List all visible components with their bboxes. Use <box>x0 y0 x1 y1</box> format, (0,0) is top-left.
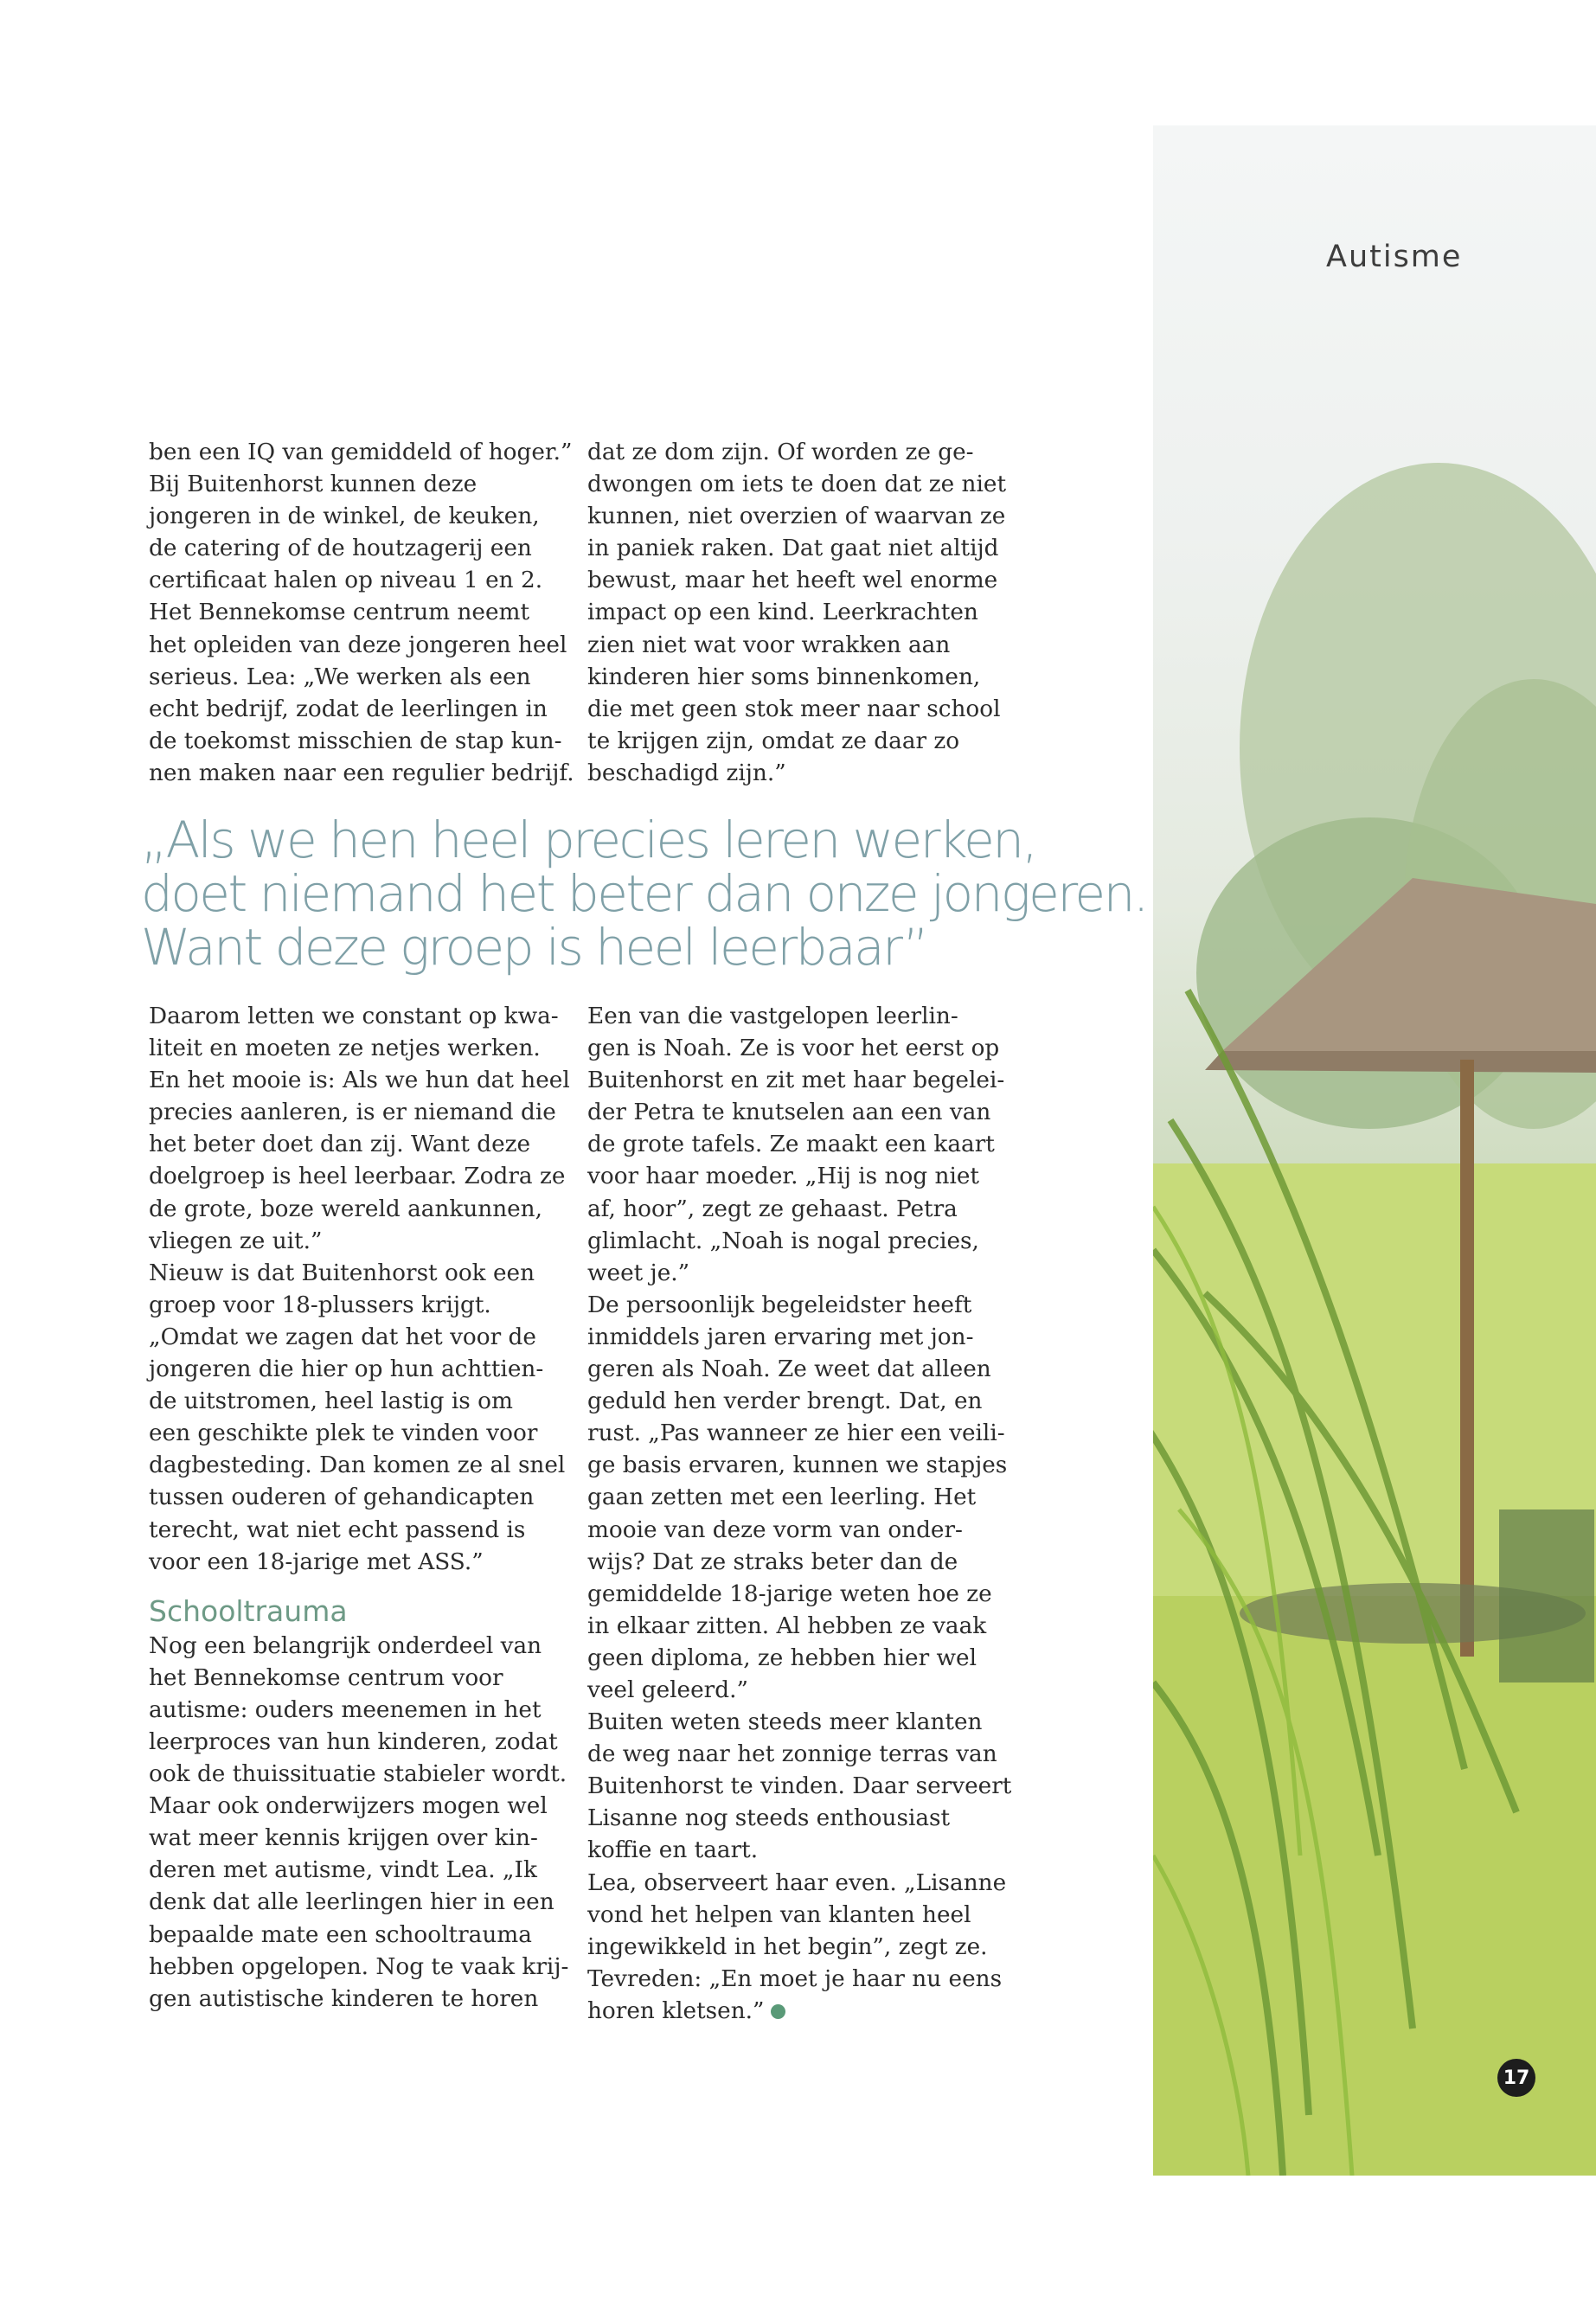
text-line: Buitenhorst en zit met haar begelei- <box>587 1067 1005 1094</box>
text-line: gen autistische kinderen te horen <box>149 1985 539 2012</box>
text-line: Een van die vastgelopen leerlin- <box>587 1003 958 1029</box>
text-line: dat ze dom zijn. Of worden ze ge- <box>587 439 974 465</box>
text-line: denk dat alle leerlingen hier in een <box>149 1889 554 1916</box>
text-line: voor een 18-jarige met ASS.” <box>149 1548 484 1575</box>
text-line: geen diploma, ze hebben hier wel <box>587 1644 977 1671</box>
text-line: ook de thuissituatie stabieler wordt. <box>149 1761 567 1788</box>
text-line: certificaat halen op niveau 1 en 2. <box>149 567 543 594</box>
text-line: ge basis ervaren, kunnen we stapjes <box>587 1452 1008 1479</box>
text-line: te krijgen zijn, omdat ze daar zo <box>587 727 960 754</box>
text-line: dagbesteding. Dan komen ze al snel <box>149 1452 566 1479</box>
text-line: liteit en moeten ze netjes werken. <box>149 1035 541 1062</box>
text-line: het Bennekomse centrum voor <box>149 1664 503 1691</box>
garden-terrace-photo <box>1153 125 1596 2176</box>
text-line: De persoonlijk begeleidster heeft <box>587 1292 972 1318</box>
text-line: de toekomst misschien de stap kun- <box>149 727 562 754</box>
text-line: een geschikte plek te vinden voor <box>149 1420 538 1447</box>
text-line: gemiddelde 18-jarige weten hoe ze <box>587 1580 992 1607</box>
end-mark-icon <box>771 2004 785 2019</box>
column-top-right <box>587 437 1007 790</box>
pull-quote-line: doet niemand het beter dan onze jongeren. <box>141 864 1147 923</box>
text-line: de grote tafels. Ze maakt een kaart <box>587 1131 995 1158</box>
text-line: Het Bennekomse centrum neemt <box>149 599 530 626</box>
text-line: Nieuw is dat Buitenhorst ook een <box>149 1259 535 1286</box>
text-line: kinderen hier soms binnenkomen, <box>587 663 981 690</box>
text-line: geren als Noah. Ze weet dat alleen <box>587 1356 991 1383</box>
text-line: ben een IQ van gemiddeld of hoger.” <box>149 439 573 465</box>
text-line: Maar ook onderwijzers mogen wel <box>149 1793 548 1820</box>
text-line: bewust, maar het heeft wel enorme <box>587 567 998 594</box>
text-line: mooie van deze vorm van onder- <box>587 1516 963 1543</box>
text-line: tussen ouderen of gehandicapten <box>149 1484 535 1511</box>
text-line-last <box>587 1996 1003 2028</box>
text-line: ingewikkeld in het begin”, zegt ze. <box>587 1933 988 1960</box>
photo-illustration <box>1153 125 1596 2176</box>
text-line: precies aanleren, is er niemand die <box>149 1099 556 1126</box>
text-line: doelgroep is heel leerbaar. Zodra ze <box>149 1163 566 1190</box>
text-line: gen is Noah. Ze is voor het eerst op <box>587 1035 1000 1062</box>
text-line: Nog een belangrijk onderdeel van <box>149 1632 542 1659</box>
text-line: in paniek raken. Dat gaat niet altijd <box>587 535 999 562</box>
text-line: impact op een kind. Leerkrachten <box>587 599 978 626</box>
text-line: het opleiden van deze jongeren heel <box>149 631 567 658</box>
text-line: geduld hen verder brengt. Dat, en <box>587 1388 983 1415</box>
text-line: glimlacht. „Noah is nogal precies, <box>587 1227 979 1254</box>
text-line: nen maken naar een regulier bedrijf. <box>149 760 574 786</box>
text-line: echt bedrijf, zodat de leerlingen in <box>149 695 548 722</box>
text-line: rust. „Pas wanneer ze hier een veili- <box>587 1420 1005 1447</box>
text-line: vond het helpen van klanten heel <box>587 1901 971 1928</box>
text-line: af, hoor”, zegt ze gehaast. Petra <box>587 1195 958 1222</box>
text-line: veel geleerd.” <box>587 1676 748 1703</box>
text-line: deren met autisme, vindt Lea. „Ik <box>149 1857 537 1884</box>
text-line: de grote, boze wereld aankunnen, <box>149 1195 542 1222</box>
text-line: die met geen stok meer naar school <box>587 695 1001 722</box>
text-line: wijs? Dat ze straks beter dan de <box>587 1548 958 1575</box>
text-line: de weg naar het zonnige terras van <box>587 1741 997 1768</box>
text-line: in elkaar zitten. Al hebben ze vaak <box>587 1612 987 1639</box>
column-bottom-right <box>587 1001 1012 2028</box>
page-number: 17 <box>1497 2059 1535 2097</box>
text-line: Bij Buitenhorst kunnen deze <box>149 471 478 498</box>
text-line: vliegen ze uit.” <box>149 1227 323 1254</box>
text-line: der Petra te knutselen aan een van <box>587 1099 991 1126</box>
text-line: Lea, observeert haar even. „Lisanne <box>587 1869 1007 1896</box>
text-line: dwongen om iets te doen dat ze niet <box>587 471 1007 498</box>
text-line: En het mooie is: Als we hun dat heel <box>149 1067 570 1094</box>
pull-quote <box>141 811 1147 977</box>
text-line: Daarom letten we constant op kwa- <box>149 1003 559 1029</box>
text-line: wat meer kennis krijgen over kin- <box>149 1825 538 1852</box>
text-line: serieus. Lea: „We werken als een <box>149 663 531 690</box>
text-line: hebben opgelopen. Nog te vaak krij- <box>149 1953 569 1980</box>
text-line: beschadigd zijn.” <box>587 760 786 786</box>
pull-quote-line: Want deze groep is heel leerbaar” <box>141 918 927 977</box>
text-line: Buitenhorst te vinden. Daar serveert <box>587 1773 1012 1800</box>
text-line: zien niet wat voor wrakken aan <box>587 631 951 658</box>
text-line: jongeren die hier op hun achttien- <box>149 1356 544 1383</box>
text-line: terecht, wat niet echt passend is <box>149 1516 526 1543</box>
pull-quote-line: „Als we hen heel precies leren werken, <box>141 811 1036 869</box>
text-line: Tevreden: „En moet je haar nu eens <box>587 1965 1003 1992</box>
text-line: inmiddels jaren ervaring met jon- <box>587 1324 974 1350</box>
text-line: groep voor 18-plussers krijgt. <box>149 1292 491 1318</box>
text-line: autisme: ouders meenemen in het <box>149 1696 542 1723</box>
column-top-left <box>149 437 574 790</box>
column-bottom-left <box>149 1001 570 2016</box>
text-line: de catering of de houtzagerij een <box>149 535 532 562</box>
text-line: het beter doet dan zij. Want deze <box>149 1131 531 1158</box>
section-label: Autisme <box>1326 240 1463 274</box>
text-line: „Omdat we zagen dat het voor de <box>149 1324 536 1350</box>
text-line: bepaalde mate een schooltrauma <box>149 1921 532 1948</box>
text-line: kunnen, niet overzien of waarvan ze <box>587 503 1006 530</box>
text-line-last-text: horen kletsen.” <box>587 1997 765 2024</box>
text-line: koffie en taart. <box>587 1837 759 1864</box>
text-line: jongeren in de winkel, de keuken, <box>149 503 540 530</box>
text-line: gaan zetten met een leerling. Het <box>587 1484 977 1511</box>
text-line: Lisanne nog steeds enthousiast <box>587 1805 951 1832</box>
text-line: Buiten weten steeds meer klanten <box>587 1709 983 1736</box>
text-line: leerproces van hun kinderen, zodat <box>149 1728 558 1755</box>
text-line: voor haar moeder. „Hij is nog niet <box>587 1163 979 1190</box>
subheading: Schooltrauma <box>149 1593 348 1628</box>
text-line: de uitstromen, heel lastig is om <box>149 1388 513 1415</box>
text-line: weet je.” <box>587 1259 690 1286</box>
